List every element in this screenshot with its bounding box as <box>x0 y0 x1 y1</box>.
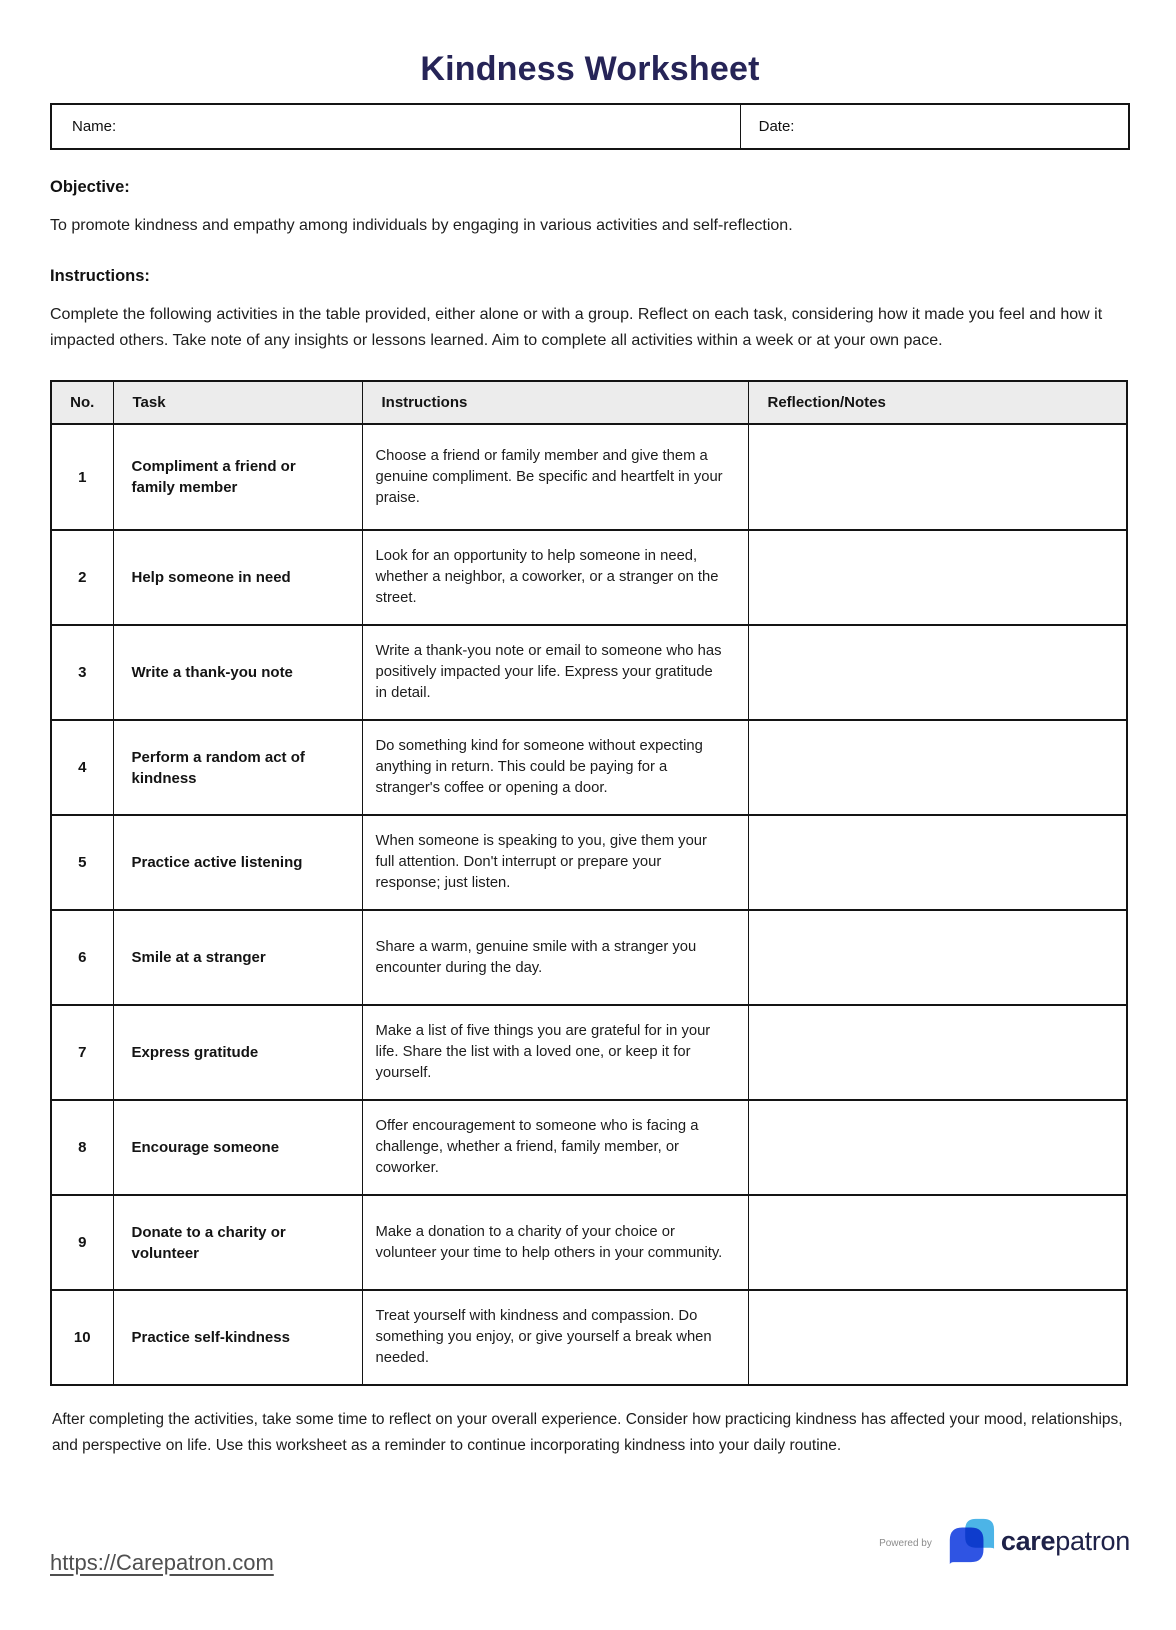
table-row <box>51 815 1127 910</box>
reflection-notes-cell[interactable] <box>748 1005 1127 1100</box>
instructions-cell: Write a thank-you note or email to someone who has positively impacted your life. Express your gratitude in detail. <box>362 625 748 720</box>
column-header-no: No. <box>51 381 113 424</box>
activities-table <box>50 380 1128 1386</box>
table-header-row <box>51 381 1127 424</box>
date-label: Date: <box>758 118 795 135</box>
task-cell: Compliment a friend or family member <box>113 424 362 530</box>
row-number: 6 <box>51 910 113 1005</box>
task-cell: Smile at a stranger <box>113 910 362 1005</box>
reflection-notes-cell[interactable] <box>748 424 1127 530</box>
powered-by-label: Powered by <box>879 1537 932 1549</box>
name-label: Name: <box>72 118 117 135</box>
objective-text: To promote kindness and empathy among individuals by engaging in various activities and self-reflection. <box>50 217 793 234</box>
table-row <box>51 1195 1127 1290</box>
reflection-notes-cell[interactable] <box>748 625 1127 720</box>
task-cell: Help someone in need <box>113 530 362 625</box>
reflection-notes-cell[interactable] <box>748 1290 1127 1385</box>
column-header-reflection: Reflection/Notes <box>748 381 1127 424</box>
row-number: 10 <box>51 1290 113 1385</box>
reflection-notes-cell[interactable] <box>748 530 1127 625</box>
row-number: 8 <box>51 1100 113 1195</box>
closing-text: After completing the activities, take some time to reflect on your overall experience. Consider how practicing kindness has affected your mood, relationships, and perspective on life. Use this worksheet as a reminder to continue incorporating kindness into your daily routine. <box>52 1411 1123 1454</box>
instructions-cell: Share a warm, genuine smile with a stranger you encounter during the day. <box>362 910 748 1005</box>
task-cell: Express gratitude <box>113 1005 362 1100</box>
task-cell: Donate to a charity or volunteer <box>113 1195 362 1290</box>
table-row <box>51 910 1127 1005</box>
table-row <box>51 720 1127 815</box>
table-row <box>51 424 1127 530</box>
instructions-cell: Offer encouragement to someone who is facing a challenge, whether a friend, family member, or coworker. <box>362 1100 748 1195</box>
instructions-cell: Do something kind for someone without expecting anything in return. This could be paying for a stranger's coffee or opening a door. <box>362 720 748 815</box>
column-header-instructions: Instructions <box>362 381 748 424</box>
date-field[interactable] <box>741 105 1128 148</box>
row-number: 2 <box>51 530 113 625</box>
objective-heading: Objective: <box>50 178 130 196</box>
reflection-notes-cell[interactable] <box>748 720 1127 815</box>
carepatron-link[interactable]: https://Carepatron.com <box>50 1550 274 1575</box>
table-row <box>51 1100 1127 1195</box>
row-number: 1 <box>51 424 113 530</box>
reflection-notes-cell[interactable] <box>748 1195 1127 1290</box>
powered-by-brand <box>879 1516 1130 1566</box>
reflection-notes-cell[interactable] <box>748 1100 1127 1195</box>
reflection-notes-cell[interactable] <box>748 910 1127 1005</box>
name-field[interactable] <box>52 105 741 148</box>
row-number: 4 <box>51 720 113 815</box>
row-number: 7 <box>51 1005 113 1100</box>
instructions-cell: Make a list of five things you are grateful for in your life. Share the list with a loved one, or keep it for yourself. <box>362 1005 748 1100</box>
column-header-task: Task <box>113 381 362 424</box>
page-title: Kindness Worksheet <box>420 50 760 88</box>
table-row <box>51 1005 1127 1100</box>
table-row <box>51 625 1127 720</box>
wordmark-care: care <box>1000 1525 1056 1556</box>
row-number: 3 <box>51 625 113 720</box>
task-cell: Encourage someone <box>113 1100 362 1195</box>
name-date-box <box>50 103 1130 150</box>
wordmark-patron: patron <box>1055 1525 1130 1556</box>
instructions-cell: Make a donation to a charity of your choice or volunteer your time to help others in your community. <box>362 1195 748 1290</box>
carepatron-logo-icon <box>944 1516 996 1566</box>
task-cell: Write a thank-you note <box>113 625 362 720</box>
instructions-text: Complete the following activities in the table provided, either alone or with a group. Reflect on each task, considering how it made you feel and how it impacted others. Take note of any insights or lessons learned. Aim to complete all activities within a week or at your own pace. <box>50 306 1103 349</box>
task-cell: Practice active listening <box>113 815 362 910</box>
task-cell: Practice self-kindness <box>113 1290 362 1385</box>
instructions-cell: Choose a friend or family member and give them a genuine compliment. Be specific and heartfelt in your praise. <box>362 424 748 530</box>
instructions-heading: Instructions: <box>50 267 150 285</box>
row-number: 5 <box>51 815 113 910</box>
row-number: 9 <box>51 1195 113 1290</box>
table-row <box>51 1290 1127 1385</box>
table-row <box>51 530 1127 625</box>
reflection-notes-cell[interactable] <box>748 815 1127 910</box>
instructions-cell: Treat yourself with kindness and compassion. Do something you enjoy, or give yourself a break when needed. <box>362 1290 748 1385</box>
instructions-cell: Look for an opportunity to help someone in need, whether a neighbor, a coworker, or a stranger on the street. <box>362 530 748 625</box>
instructions-cell: When someone is speaking to you, give them your full attention. Don't interrupt or prepare your response; just listen. <box>362 815 748 910</box>
carepatron-wordmark <box>1001 1526 1130 1557</box>
task-cell: Perform a random act of kindness <box>113 720 362 815</box>
